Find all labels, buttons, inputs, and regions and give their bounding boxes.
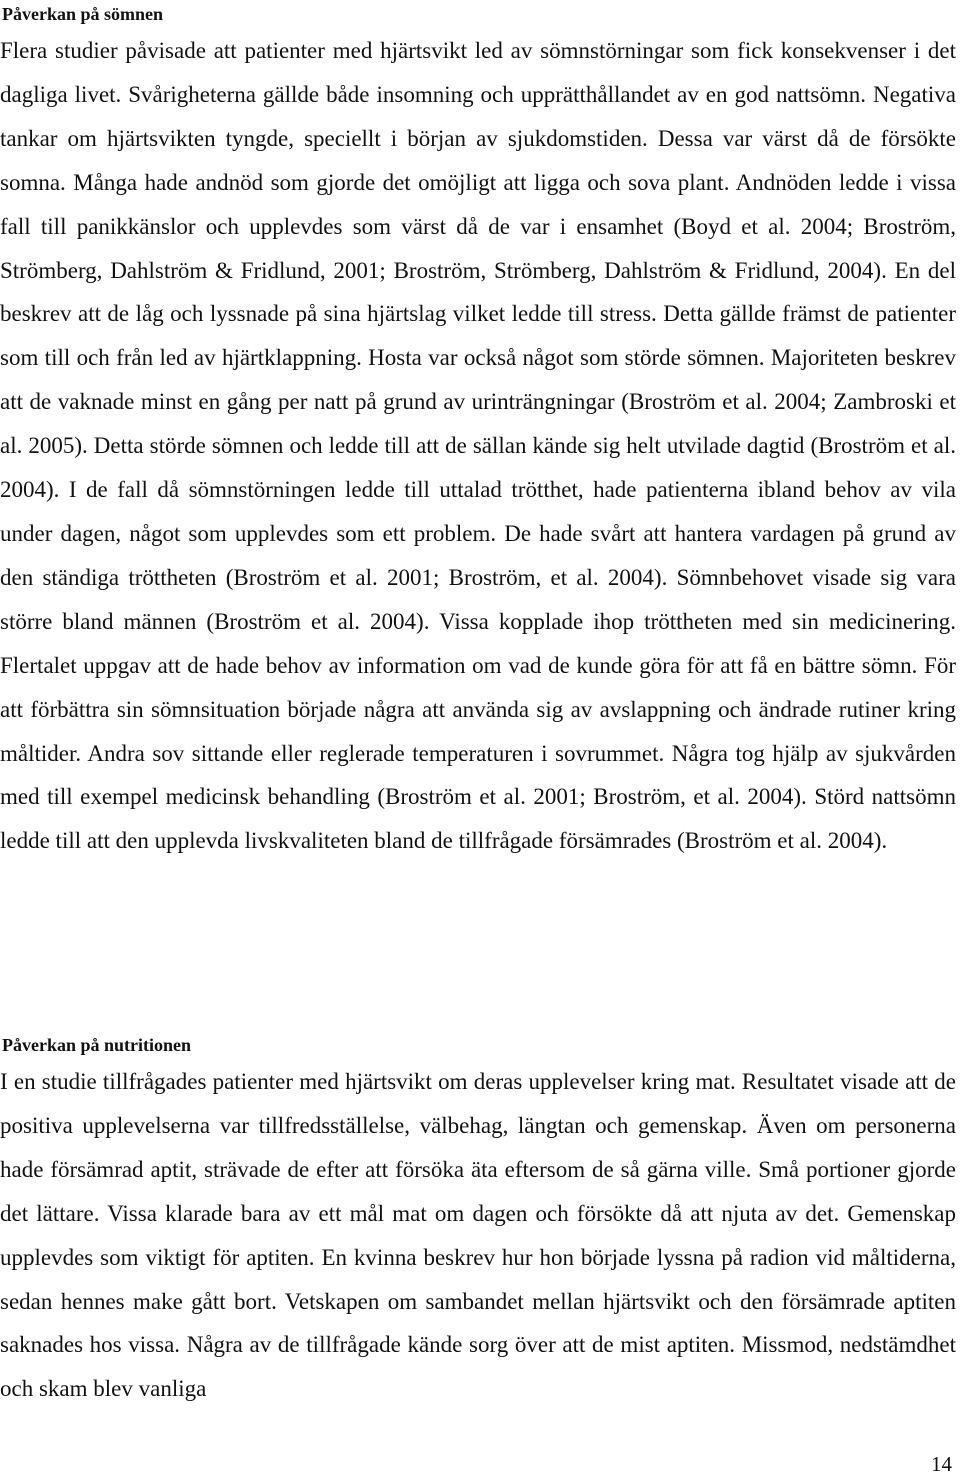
section-heading-sleep: Påverkan på sömnen — [2, 4, 164, 24]
section-heading-nutrition: Påverkan på nutritionen — [2, 1035, 192, 1055]
page-number: 14 — [931, 1452, 952, 1476]
section-body-sleep: Flera studier påvisade att patienter med hjärtsvikt led av sömnstörningar som fick konsekvenser i det dagliga livet. Svårigheterna gällde både insomning och upprätthållandet av en god nattsömn. Negativa tankar om hjärtsvikten tyngde, speciellt i början av sjukdomstiden. Dessa var värst då de försökte somna. Många hade andnöd som gjorde det omöjligt att ligga och sova plant. Andnöden ledde i vissa fall till panikkänslor och upplevdes som värst då de var i ensamhet (Boyd et al. 2004; Broström, Strömberg, Dahlström & Fridlund, 2001; Broström, Strömberg, Dahlström & Fridlund, 2004). En del beskrev att de låg och lyssnade på sina hjärtslag vilket ledde till stress. Detta gällde främst de patienter som till och från led av hjärtklappning. Hosta var också något som störde sömnen. Majoriteten beskrev att de vaknade minst en gång per natt på grund av urinträngningar (Broström et al. 2004; Zambroski et al. 2005). Detta störde sömnen och ledde till att de sällan kände sig helt utvilade dagtid (Broström et al. 2004). I de fall då sömnstörningen ledde till uttalad trötthet, hade patienterna ibland behov av vila under dagen, något som upplevdes som ett problem. De hade svårt att hantera vardagen på grund av den ständiga tröttheten (Broström et al. 2001; Broström, et al. 2004). Sömnbehovet visade sig vara större bland männen (Broström et al. 2004). Vissa kopplade ihop tröttheten med sin medicinering. Flertalet uppgav att de hade behov av information om vad de kunde göra för att få en bättre sömn. För att förbättra sin sömnsituation började några att använda sig av avslappning och ändrade rutiner kring måltider. Andra sov sittande eller reglerade temperaturen i sovrummet. Några tog hjälp av sjukvården med till exempel medicinsk behandling (Broström et al. 2001; Broström, et al. 2004). Störd nattsömn ledde till att den upplevda livskvaliteten bland de tillfrågade försämrades (Broström et al. 2004). — [0, 38, 956, 854]
section-body-nutrition: I en studie tillfrågades patienter med hjärtsvikt om deras upplevelser kring mat. Resultatet visade att de positiva upplevelserna var tillfredsställelse, välbehag, längtan och gemenskap. Även om personerna hade försämrad aptit, strävade de efter att försöka äta eftersom de så gärna ville. Små portioner gjorde det lättare. Vissa klarade bara av ett mål mat om dagen och försökte då att njuta av det. Gemenskap upplevdes som viktigt för aptiten. En kvinna beskrev hur hon började lyssna på radion vid måltiderna, sedan hennes make gått bort. Vetskapen om sambandet mellan hjärtsvikt och den försämrade aptiten saknades hos vissa. Några av de tillfrågade kände sorg över att de mist aptiten. Missmod, nedstämdhet och skam blev vanliga — [0, 1069, 956, 1402]
